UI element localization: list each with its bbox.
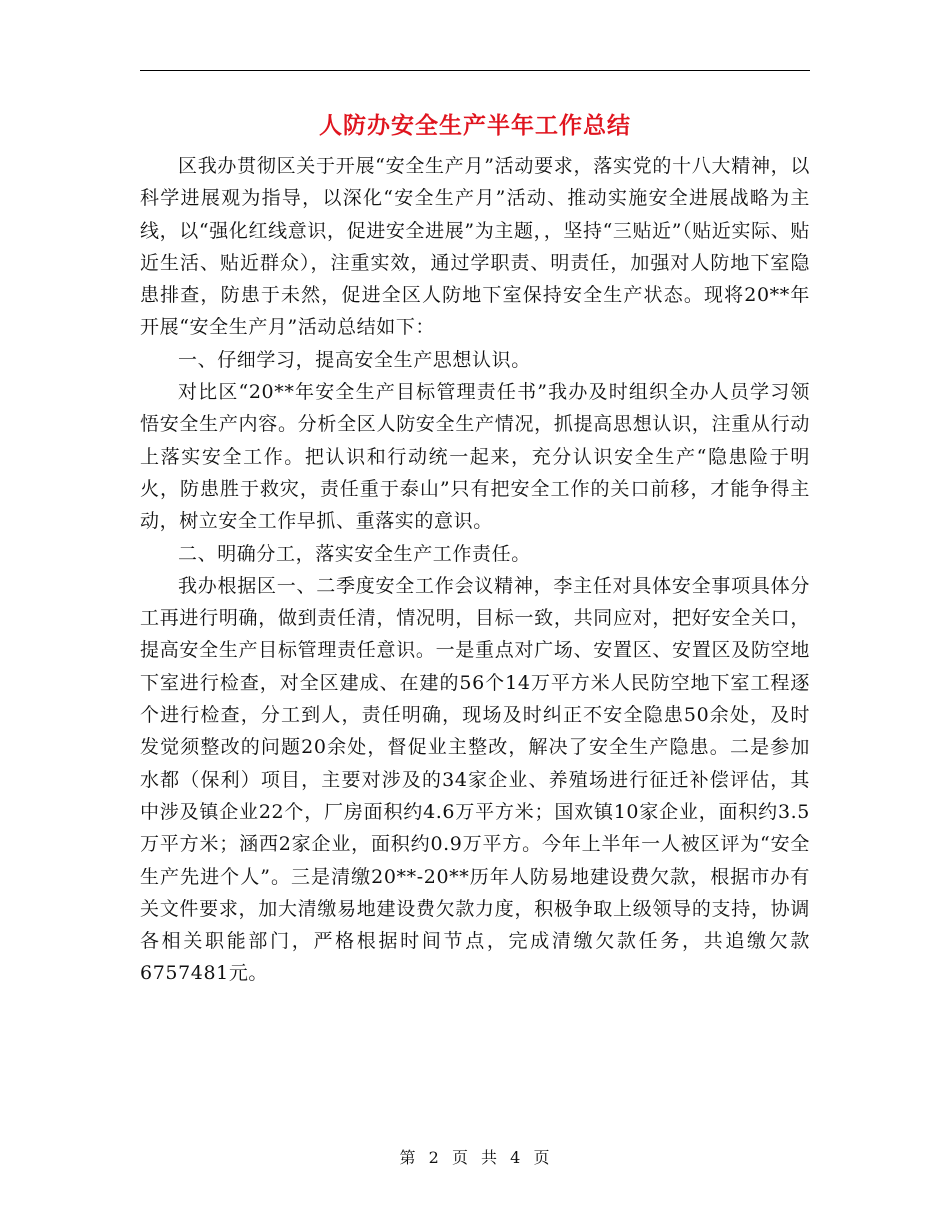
section-heading-1: 一、仔细学习，提高安全生产思想认识。 [178,348,531,371]
header-rule [140,70,810,71]
paragraph-intro: 区我办贯彻区关于开展“安全生产月”活动要求，落实党的十八大精神，以科学进展观为指导，以深化“安全生产月”活动、推动实施安全进展战略为主线，以“强化红线意识，促进安全进展”为主题，，坚持“三贴近”（贴近实际、贴近生活、贴近群众），注重实效，通过学职责、明责任，加强对人防地下室隐患排查，防患于未然，促进全区人防地下室保持安全生产状态。现将20**年开展“安全生产月”活动总结如下： [140,155,810,339]
document-title: 人防办安全生产半年工作总结 [319,112,631,139]
section-heading-2: 二、明确分工，落实安全生产工作责任。 [178,542,531,565]
footer-current-page: 2 [428,1148,440,1167]
paragraph-section-1: 对比区“20**年安全生产目标管理责任书”我办及时组织全办人员学习领悟安全生产内容。分析全区人防安全生产情况，抓提高思想认识，注重从行动上落实安全工作。把认识和行动统一起来，充分认识安全生产“隐患险于明火，防患胜于救灾，责任重于泰山”只有把安全工作的关口前移，才能争得主动，树立安全工作早抓、重落实的意识。 [140,381,810,533]
document-body [140,150,810,990]
footer-total-pages: 4 [510,1148,522,1167]
paragraph-section-2: 我办根据区一、二季度安全工作会议精神，李主任对具体安全事项具体分工再进行明确，做到责任清，情况明，目标一致，共同应对，把好安全关口，提高安全生产目标管理责任意识。一是重点对广场、安置区、安置区及防空地下室进行检查，对全区建成、在建的56个14万平方米人民防空地下室工程逐个进行检查，分工到人，责任明确，现场及时纠正不安全隐患50余处，及时发觉须整改的问题20余处，督促业主整改，解决了安全生产隐患。二是参加水都（保利）项目，主要对涉及的34家企业、养殖场进行征迁补偿评估，其中涉及镇企业22个，厂房面积约4.6万平方米；国欢镇10家企业，面积约3.5万平方米；涵西2家企业，面积约0.9万平方。今年上半年一人被区评为“安全生产先进个人”。三是清缴20**-20**历年人防易地建设费欠款，根据市办有关文件要求，加大清缴易地建设费欠款力度，积极争取上级领导的支持，协调各相关职能部门，严格根据时间节点，完成清缴欠款任务，共追缴欠款6757481元。 [140,574,810,985]
footer-suffix: 页 [533,1148,551,1167]
footer-prefix: 第 [399,1148,417,1167]
footer-page-word: 页 [451,1148,469,1167]
footer-total-word: 共 [481,1148,499,1167]
page-number-footer [0,1146,950,1170]
